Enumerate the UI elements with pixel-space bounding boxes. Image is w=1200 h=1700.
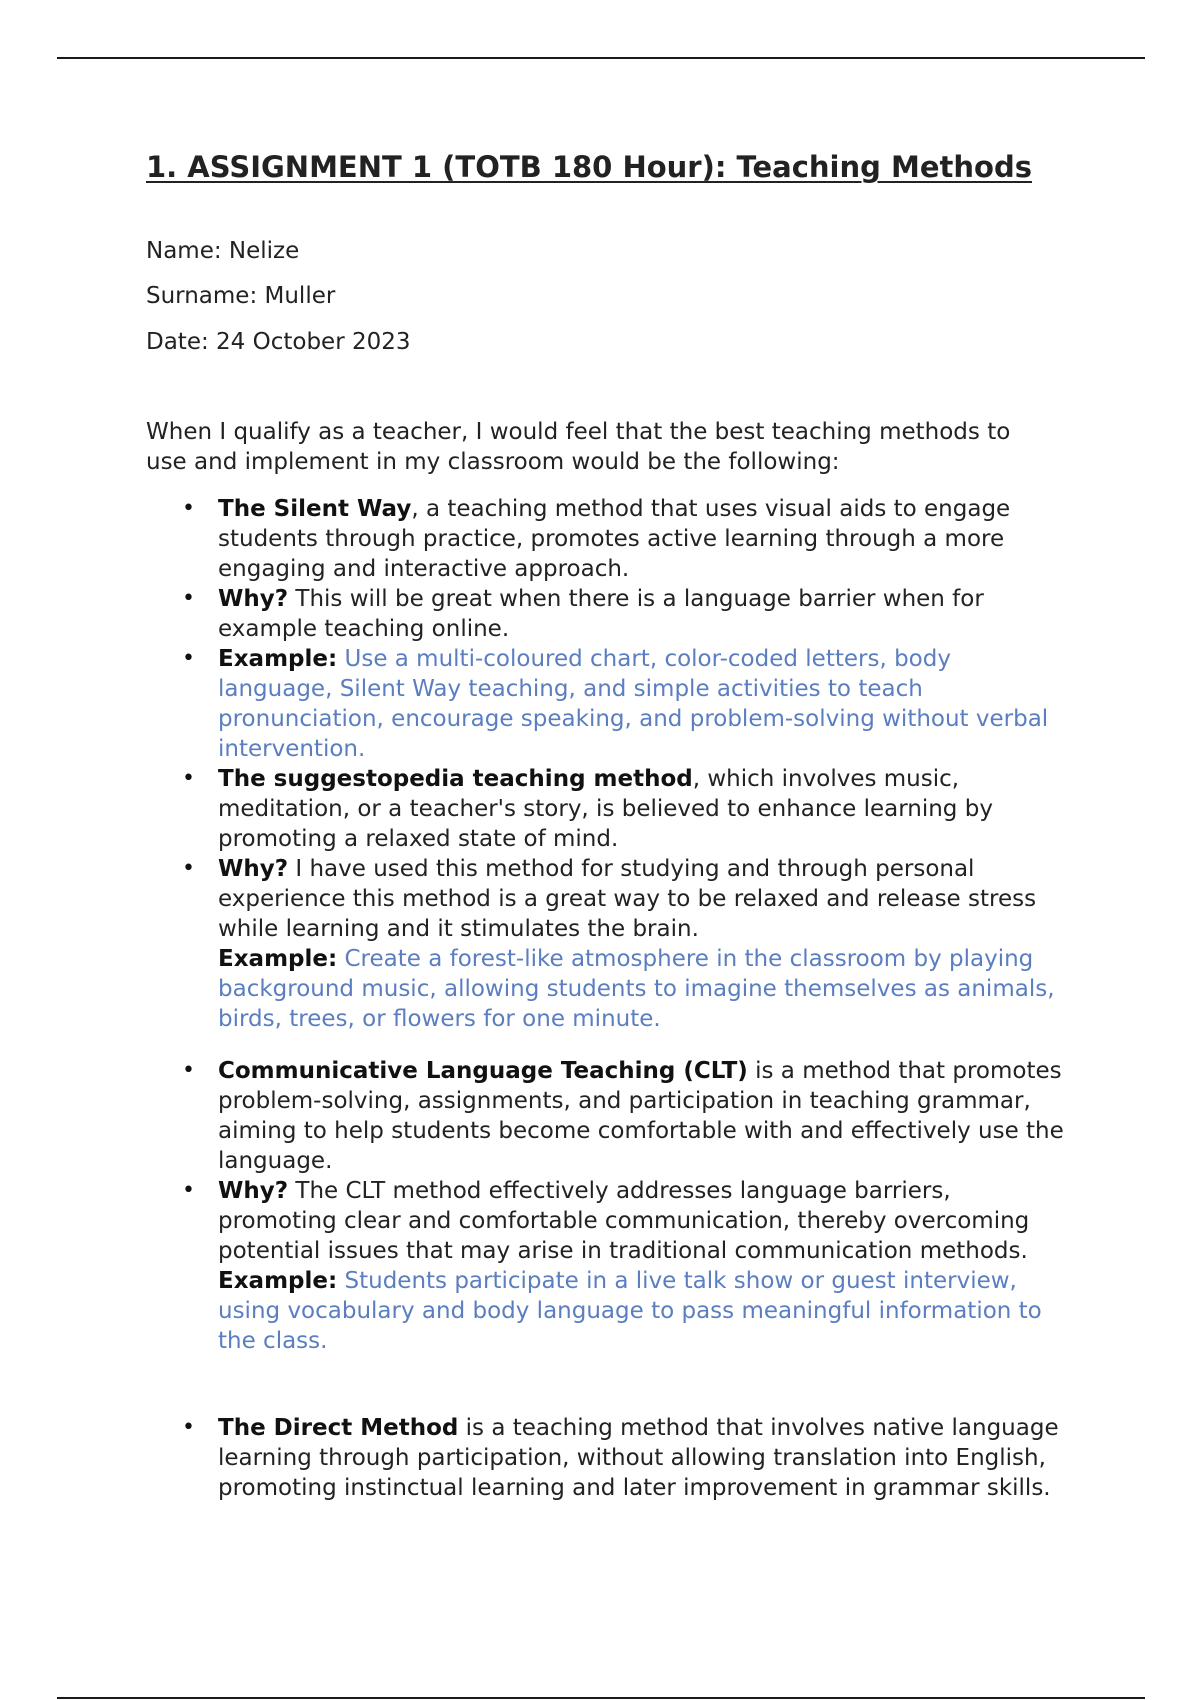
silent-way-why-item <box>146 584 1066 644</box>
name-line: Name: Nelize <box>146 238 300 264</box>
method-name: The Silent Way <box>218 496 412 522</box>
why-label: Why? <box>218 1178 289 1204</box>
why-text: The CLT method effectively addresses language barriers, promoting clear and comfortable communication, thereby overcoming potential issues that may arise in traditional communication methods. <box>218 1178 1030 1264</box>
method-description: , which involves music, meditation, or a teacher's story, is believed to enhance learning by promoting a relaxed state of mind. <box>218 766 993 852</box>
direct-method-item <box>146 1413 1066 1503</box>
intro-paragraph: When I qualify as a teacher, I would feel that the best teaching methods to use and implement in my classroom would be the following: <box>146 419 1011 475</box>
example-label: Example: <box>218 946 338 972</box>
silent-way-example-item <box>146 644 1066 764</box>
silent-way-list <box>146 494 1066 1034</box>
clt-method-item <box>146 1056 1066 1176</box>
bottom-rule <box>57 1697 1145 1699</box>
date-line: Date: 24 October 2023 <box>146 329 411 355</box>
why-text: I have used this method for studying and through personal experience this method is a great way to be relaxed and release stress while learning and it stimulates the brain. <box>218 856 1037 942</box>
method-description: is a teaching method that involves native language learning through participation, without allowing translation into English, promoting instinctual learning and later improvement in grammar skills. <box>218 1415 1059 1501</box>
example-text: Create a forest-like atmosphere in the classroom by playing background music, allowing students to imagine themselves as animals, birds, trees, or flowers for one minute. <box>218 946 1055 1032</box>
top-rule <box>57 57 1145 59</box>
method-name: The suggestopedia teaching method <box>218 766 693 792</box>
suggestopedia-why-item <box>146 854 1066 1034</box>
method-description: is a method that promotes problem-solving, assignments, and participation in teaching grammar, aiming to help students become comfortable with and effectively use the language. <box>218 1058 1064 1174</box>
why-label: Why? <box>218 586 289 612</box>
page-title: 1. ASSIGNMENT 1 (TOTB 180 Hour): Teaching Methods <box>146 150 1032 184</box>
example-label: Example: <box>218 646 338 672</box>
why-text: This will be great when there is a language barrier when for example teaching online. <box>218 586 984 642</box>
suggestopedia-method-item <box>146 764 1066 854</box>
clt-list <box>146 1056 1066 1356</box>
direct-method-list <box>146 1413 1066 1503</box>
surname-line: Surname: Muller <box>146 283 336 309</box>
method-name: The Direct Method <box>218 1415 459 1441</box>
why-label: Why? <box>218 856 289 882</box>
example-text: Use a multi-coloured chart, color-coded letters, body language, Silent Way teaching, and simple activities to teach pronunciation, encourage speaking, and problem-solving without verbal intervention. <box>218 646 1049 762</box>
example-label: Example: <box>218 1268 338 1294</box>
method-name: Communicative Language Teaching (CLT) <box>218 1058 748 1084</box>
clt-why-item <box>146 1176 1066 1356</box>
method-description: , a teaching method that uses visual aids to engage students through practice, promotes active learning through a more engaging and interactive approach. <box>218 496 1011 582</box>
example-text: Students participate in a live talk show or guest interview, using vocabulary and body language to pass meaningful information to the class. <box>218 1268 1042 1354</box>
silent-way-method-item <box>146 494 1066 584</box>
